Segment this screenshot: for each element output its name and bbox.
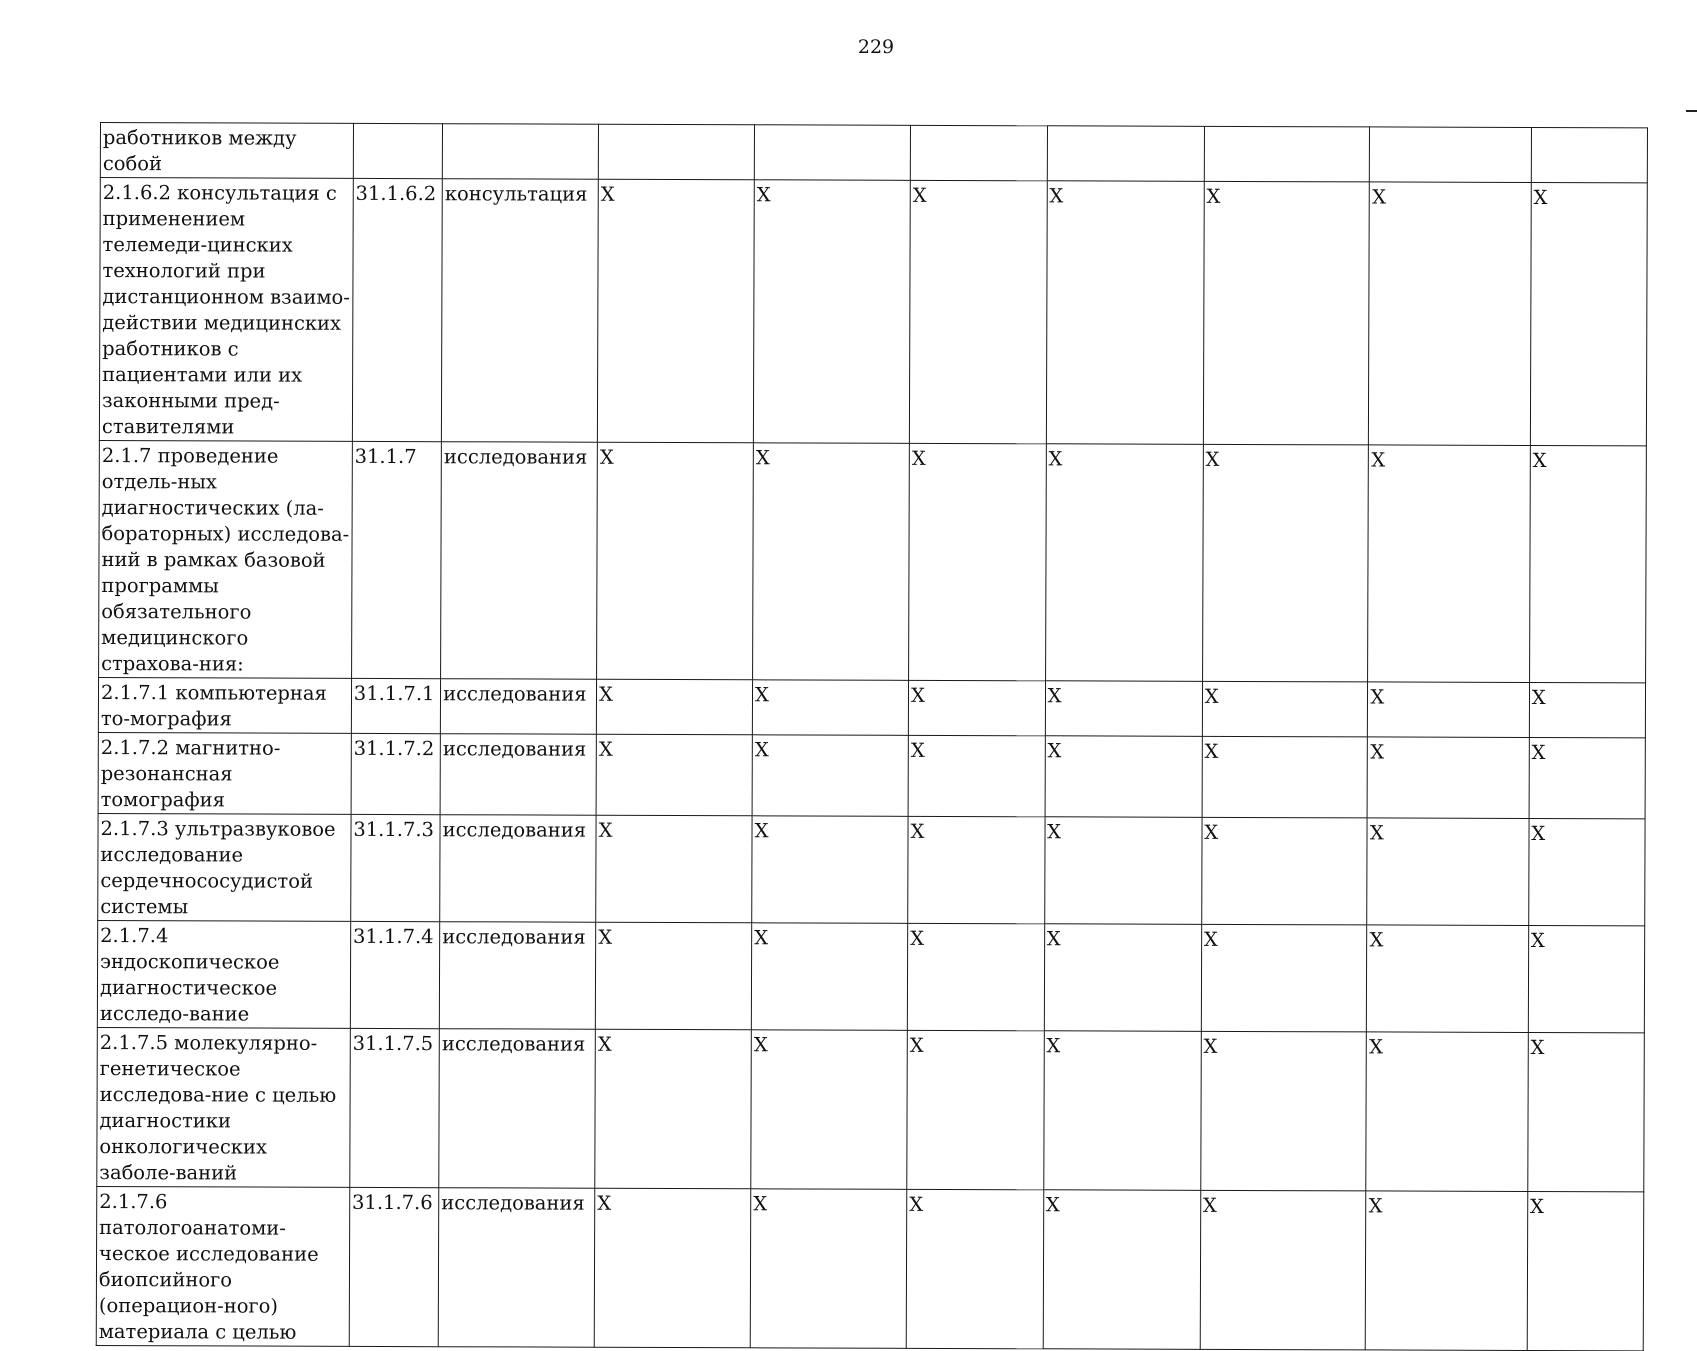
value-cell bbox=[1531, 127, 1647, 182]
row-name-cell: 2.1.7.4 эндоскопическое диагностическое исследо-вание bbox=[97, 920, 350, 1028]
row-code-cell: 31.1.7.6 bbox=[349, 1187, 439, 1346]
value-cell: X bbox=[752, 680, 908, 736]
value-cell: X bbox=[907, 923, 1044, 1030]
value-cell: X bbox=[1366, 1032, 1528, 1192]
value-cell: X bbox=[1043, 1031, 1201, 1191]
row-code-cell: 31.1.7.1 bbox=[351, 678, 440, 733]
value-cell: X bbox=[1529, 682, 1645, 737]
table-row bbox=[97, 1027, 1645, 1191]
value-cell: X bbox=[597, 179, 754, 443]
table-row bbox=[99, 440, 1647, 682]
row-code-cell: 31.1.6.2 bbox=[352, 178, 442, 441]
row-name-cell: 2.1.7.2 магнитно-резонансная томография bbox=[98, 732, 351, 814]
value-cell: X bbox=[1202, 444, 1368, 682]
value-cell: X bbox=[1529, 737, 1646, 818]
value-cell: X bbox=[1530, 182, 1647, 445]
value-cell: X bbox=[1043, 1190, 1201, 1350]
value-cell: X bbox=[907, 1030, 1044, 1189]
row-unit-cell: исследования bbox=[440, 815, 596, 923]
row-code-cell: 31.1.7.5 bbox=[350, 1028, 440, 1187]
value-cell: X bbox=[1201, 924, 1367, 1032]
value-cell: X bbox=[1045, 444, 1203, 682]
value-cell: X bbox=[751, 1030, 908, 1190]
value-cell bbox=[754, 125, 910, 181]
value-cell: X bbox=[1201, 1031, 1367, 1191]
row-name-cell: 2.1.7 проведение отдель-ных диагностических (ла-бораторных) исследова-ний в рамках базовой программы обязательного медицинского страхова-ния: bbox=[99, 440, 353, 678]
value-cell: X bbox=[1366, 1191, 1528, 1351]
value-cell: X bbox=[753, 443, 910, 681]
value-cell: X bbox=[1528, 1032, 1645, 1191]
row-unit-cell: консультация bbox=[441, 179, 598, 443]
value-cell: X bbox=[596, 815, 752, 923]
row-name-cell: 2.1.7.3 ультразвуковое исследование сердечнососудистой системы bbox=[98, 813, 351, 921]
table-row bbox=[98, 732, 1645, 818]
value-cell: X bbox=[1200, 1190, 1366, 1350]
value-cell: X bbox=[751, 923, 907, 1031]
row-code-cell: 31.1.7 bbox=[351, 441, 441, 678]
value-cell: X bbox=[595, 1029, 752, 1189]
row-code-cell: 31.1.7.2 bbox=[351, 733, 441, 814]
value-cell bbox=[1370, 127, 1532, 183]
row-code-cell: 31.1.7.3 bbox=[351, 814, 441, 921]
value-cell: X bbox=[1045, 736, 1202, 818]
value-cell: X bbox=[908, 735, 1045, 816]
value-cell: X bbox=[752, 735, 908, 817]
row-unit-cell bbox=[442, 124, 598, 180]
data-table bbox=[96, 122, 1648, 1351]
value-cell: X bbox=[1046, 181, 1204, 445]
value-cell: X bbox=[596, 679, 752, 735]
value-cell: X bbox=[909, 443, 1046, 680]
value-cell: X bbox=[594, 1188, 751, 1348]
value-cell: X bbox=[906, 1189, 1043, 1348]
edge-mark bbox=[1686, 110, 1697, 112]
row-unit-cell: исследования bbox=[440, 679, 596, 735]
table-row bbox=[98, 677, 1645, 737]
value-cell: X bbox=[1527, 1191, 1644, 1350]
row-code-cell: 31.1.7.4 bbox=[350, 921, 440, 1028]
document-sheet bbox=[96, 122, 1648, 1351]
value-cell: X bbox=[753, 180, 910, 444]
value-cell: X bbox=[1369, 182, 1531, 446]
row-name-cell: 2.1.7.6 патологоанатоми-ческое исследование биопсийного (операцион-ного) материала с целью bbox=[96, 1186, 349, 1346]
value-cell bbox=[598, 124, 754, 180]
row-name-cell: 2.1.7.5 молекулярно-генетическое исследова-ние с целью диагностики онкологических заболе-ваний bbox=[97, 1027, 350, 1187]
value-cell: X bbox=[1044, 817, 1201, 925]
value-cell: X bbox=[1201, 817, 1367, 925]
row-code-cell bbox=[353, 123, 442, 178]
value-cell: X bbox=[909, 180, 1047, 443]
value-cell: X bbox=[908, 816, 1045, 923]
value-cell: X bbox=[1368, 445, 1530, 683]
value-cell: X bbox=[1528, 818, 1645, 925]
row-unit-cell: исследования bbox=[439, 1029, 596, 1189]
row-unit-cell: исследования bbox=[438, 1188, 595, 1348]
value-cell: X bbox=[1368, 682, 1530, 738]
value-cell: X bbox=[597, 442, 754, 680]
table-row bbox=[99, 178, 1647, 446]
value-cell: X bbox=[1367, 925, 1529, 1033]
value-cell: X bbox=[1044, 924, 1201, 1032]
table-row bbox=[98, 813, 1645, 925]
value-cell: X bbox=[908, 680, 1045, 735]
value-cell: X bbox=[1045, 681, 1202, 737]
value-cell: X bbox=[752, 816, 908, 924]
table-row bbox=[97, 920, 1644, 1032]
value-cell: X bbox=[596, 734, 752, 816]
value-cell: X bbox=[1367, 818, 1529, 926]
value-cell: X bbox=[1367, 737, 1529, 819]
row-unit-cell: исследования bbox=[441, 442, 598, 680]
value-cell bbox=[1047, 126, 1204, 182]
value-cell: X bbox=[1529, 445, 1646, 682]
value-cell: X bbox=[1202, 736, 1368, 818]
value-cell: X bbox=[1202, 681, 1368, 737]
value-cell bbox=[910, 125, 1047, 180]
value-cell bbox=[1204, 126, 1370, 182]
page-number: 229 bbox=[857, 36, 895, 58]
value-cell: X bbox=[1528, 925, 1645, 1032]
row-name-cell: 2.1.7.1 компьютерная то-мография bbox=[98, 677, 351, 733]
table-row bbox=[96, 1186, 1644, 1350]
row-name-cell: работников между собой bbox=[100, 123, 353, 179]
table-row bbox=[100, 123, 1647, 183]
value-cell: X bbox=[750, 1189, 907, 1349]
row-unit-cell: исследования bbox=[439, 922, 595, 1030]
value-cell: X bbox=[595, 922, 751, 1030]
row-name-cell: 2.1.6.2 консультация с применением телемеди-цинских технологий при дистанционном взаимо-действии медицинских работников с пациентами или их законными пред-ставителями bbox=[99, 178, 353, 442]
row-unit-cell: исследования bbox=[440, 734, 596, 816]
value-cell: X bbox=[1203, 181, 1370, 445]
